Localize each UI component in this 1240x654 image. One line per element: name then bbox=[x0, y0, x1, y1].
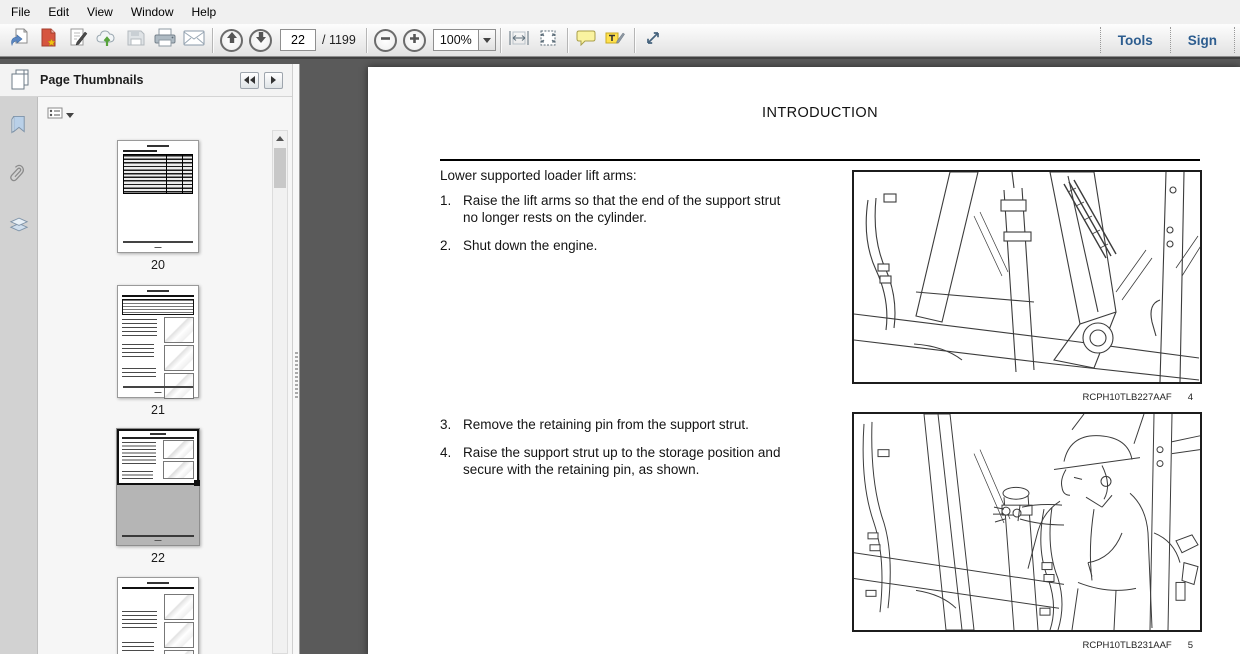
email-button[interactable] bbox=[179, 27, 208, 54]
step-item: 1. Raise the lift arms so that the end of the support strut no longer rests on the cylinder. bbox=[440, 193, 781, 225]
save-icon bbox=[127, 29, 145, 52]
thumbnail-page-next bbox=[109, 577, 207, 654]
paperclip-icon bbox=[10, 163, 28, 191]
thumbnails-panel bbox=[38, 97, 292, 654]
options-list-icon bbox=[47, 106, 63, 124]
create-pdf-icon bbox=[39, 28, 58, 52]
toolbar-separator bbox=[212, 28, 213, 53]
cloud-upload-icon bbox=[96, 28, 118, 52]
fill-sign-button[interactable] bbox=[63, 27, 92, 54]
toolbar-separator bbox=[366, 28, 367, 53]
steps-3-4 bbox=[440, 416, 797, 478]
bookmark-icon bbox=[9, 114, 28, 141]
fit-width-icon bbox=[508, 29, 530, 52]
thumbnail-page-image[interactable] bbox=[117, 285, 199, 398]
toolbar bbox=[0, 24, 1240, 57]
thumbnail-options-button[interactable] bbox=[47, 106, 74, 124]
panel-header-buttons bbox=[240, 72, 283, 89]
thumbnail-page-number: 21 bbox=[151, 403, 165, 417]
email-icon bbox=[183, 30, 205, 51]
step-item: 2. Shut down the engine. bbox=[440, 238, 598, 253]
page-number-input[interactable] bbox=[280, 29, 316, 51]
thumbnails-panel-header bbox=[0, 64, 292, 97]
send-to-cloud-button[interactable] bbox=[92, 27, 121, 54]
figure-5-caption bbox=[852, 640, 1202, 651]
figure-code: RCPH10TLB227AAF bbox=[1082, 392, 1172, 403]
fit-page-icon bbox=[538, 29, 558, 52]
chevron-down-icon bbox=[66, 113, 74, 118]
create-pdf-button[interactable] bbox=[34, 27, 63, 54]
open-file-button[interactable] bbox=[5, 27, 34, 54]
intro-line: Lower supported loader lift arms: bbox=[440, 168, 637, 183]
figure-4-illustration bbox=[852, 170, 1202, 384]
figure-number: 5 bbox=[1187, 640, 1193, 651]
zoom-dropdown-button[interactable] bbox=[478, 30, 495, 50]
toolbar-separator bbox=[567, 28, 568, 53]
print-button[interactable] bbox=[150, 27, 179, 54]
layers-panel-button[interactable] bbox=[4, 213, 34, 241]
thumbnail-page-22-selected bbox=[109, 428, 207, 565]
thumbnail-page-21 bbox=[109, 285, 207, 417]
visible-area-box[interactable] bbox=[117, 429, 199, 485]
view-resize-handle[interactable] bbox=[194, 480, 200, 486]
pdf-page[interactable] bbox=[368, 67, 1240, 654]
layers-icon bbox=[9, 216, 29, 238]
thumbnail-page-image[interactable] bbox=[117, 140, 199, 253]
highlight-text-button[interactable] bbox=[601, 27, 630, 54]
zoom-out-button[interactable] bbox=[374, 29, 397, 52]
document-view bbox=[300, 59, 1240, 654]
scrolling-mode-button[interactable] bbox=[505, 27, 534, 54]
step-item: 4. Raise the support strut up to the storage position and secure with the retaining pin, as shown. bbox=[440, 445, 781, 477]
step-item: 3. Remove the retaining pin from the support strut. bbox=[440, 417, 749, 432]
thumbnail-page-image[interactable] bbox=[117, 577, 199, 654]
previous-page-button[interactable] bbox=[220, 29, 243, 52]
minus-icon bbox=[380, 31, 391, 49]
page-total-label: / 1199 bbox=[322, 33, 356, 47]
thumbnail-page-image[interactable] bbox=[116, 428, 200, 546]
arrow-up-icon bbox=[226, 31, 238, 49]
panel-resize-gutter[interactable] bbox=[292, 64, 300, 654]
page-heading: INTRODUCTION bbox=[762, 105, 878, 121]
steps-1-2 bbox=[440, 192, 797, 254]
bookmarks-panel-button[interactable] bbox=[4, 113, 34, 141]
zoom-level-control[interactable] bbox=[433, 29, 496, 51]
sign-button[interactable]: Sign bbox=[1187, 32, 1217, 48]
tools-button[interactable]: Tools bbox=[1117, 32, 1153, 48]
menu-edit[interactable]: Edit bbox=[48, 5, 70, 19]
chevron-up-icon bbox=[276, 136, 284, 141]
expand-panel-button[interactable] bbox=[264, 72, 283, 89]
scrollbar-thumb[interactable] bbox=[274, 148, 286, 188]
heading-rule bbox=[440, 159, 1200, 161]
main-area bbox=[0, 57, 1240, 654]
scroll-up-button[interactable] bbox=[273, 131, 287, 146]
zoom-in-button[interactable] bbox=[403, 29, 426, 52]
toolbar-separator bbox=[500, 28, 501, 53]
figure-number: 4 bbox=[1187, 392, 1193, 403]
print-icon bbox=[154, 28, 176, 52]
next-page-button[interactable] bbox=[249, 29, 272, 52]
menu-help[interactable]: Help bbox=[191, 5, 217, 19]
arrow-down-icon bbox=[255, 31, 267, 49]
menu-bar bbox=[0, 0, 1240, 24]
zoom-level-value: 100% bbox=[439, 33, 472, 47]
double-left-arrow-icon bbox=[244, 76, 249, 84]
thumbnails-scrollbar[interactable] bbox=[272, 130, 288, 654]
figure-5-illustration bbox=[852, 412, 1202, 632]
thumbnail-page-number: 20 bbox=[151, 258, 165, 272]
menu-view[interactable]: View bbox=[87, 5, 113, 19]
thumbnail-page-20 bbox=[109, 140, 207, 272]
save-button[interactable] bbox=[121, 27, 150, 54]
collapse-panel-button[interactable] bbox=[240, 72, 259, 89]
resize-grip-icon bbox=[295, 352, 298, 398]
comment-bubble-icon bbox=[576, 30, 596, 51]
toolbar-right-group bbox=[1100, 24, 1235, 56]
menu-window[interactable]: Window bbox=[130, 5, 174, 19]
figure-4-caption bbox=[852, 392, 1202, 403]
navigation-rail bbox=[0, 97, 38, 654]
dotted-separator bbox=[1234, 27, 1235, 53]
fit-page-button[interactable] bbox=[534, 27, 563, 54]
highlight-icon bbox=[605, 29, 625, 51]
right-arrow-icon bbox=[271, 76, 276, 84]
page-thumbnails-icon bbox=[10, 69, 30, 91]
open-icon bbox=[10, 28, 30, 52]
thumbnail-page-number: 22 bbox=[151, 551, 165, 565]
panel-title: Page Thumbnails bbox=[40, 73, 144, 87]
chevron-down-icon bbox=[483, 38, 491, 43]
fill-sign-icon bbox=[68, 28, 88, 52]
menu-file[interactable]: File bbox=[11, 5, 31, 19]
figure-code: RCPH10TLB231AAF bbox=[1082, 640, 1172, 651]
comment-button[interactable] bbox=[572, 27, 601, 54]
toolbar-separator bbox=[634, 28, 635, 53]
plus-icon bbox=[409, 31, 420, 49]
attachments-panel-button[interactable] bbox=[4, 163, 34, 191]
fullscreen-button[interactable] bbox=[639, 27, 668, 54]
fullscreen-arrows-icon bbox=[644, 29, 662, 52]
